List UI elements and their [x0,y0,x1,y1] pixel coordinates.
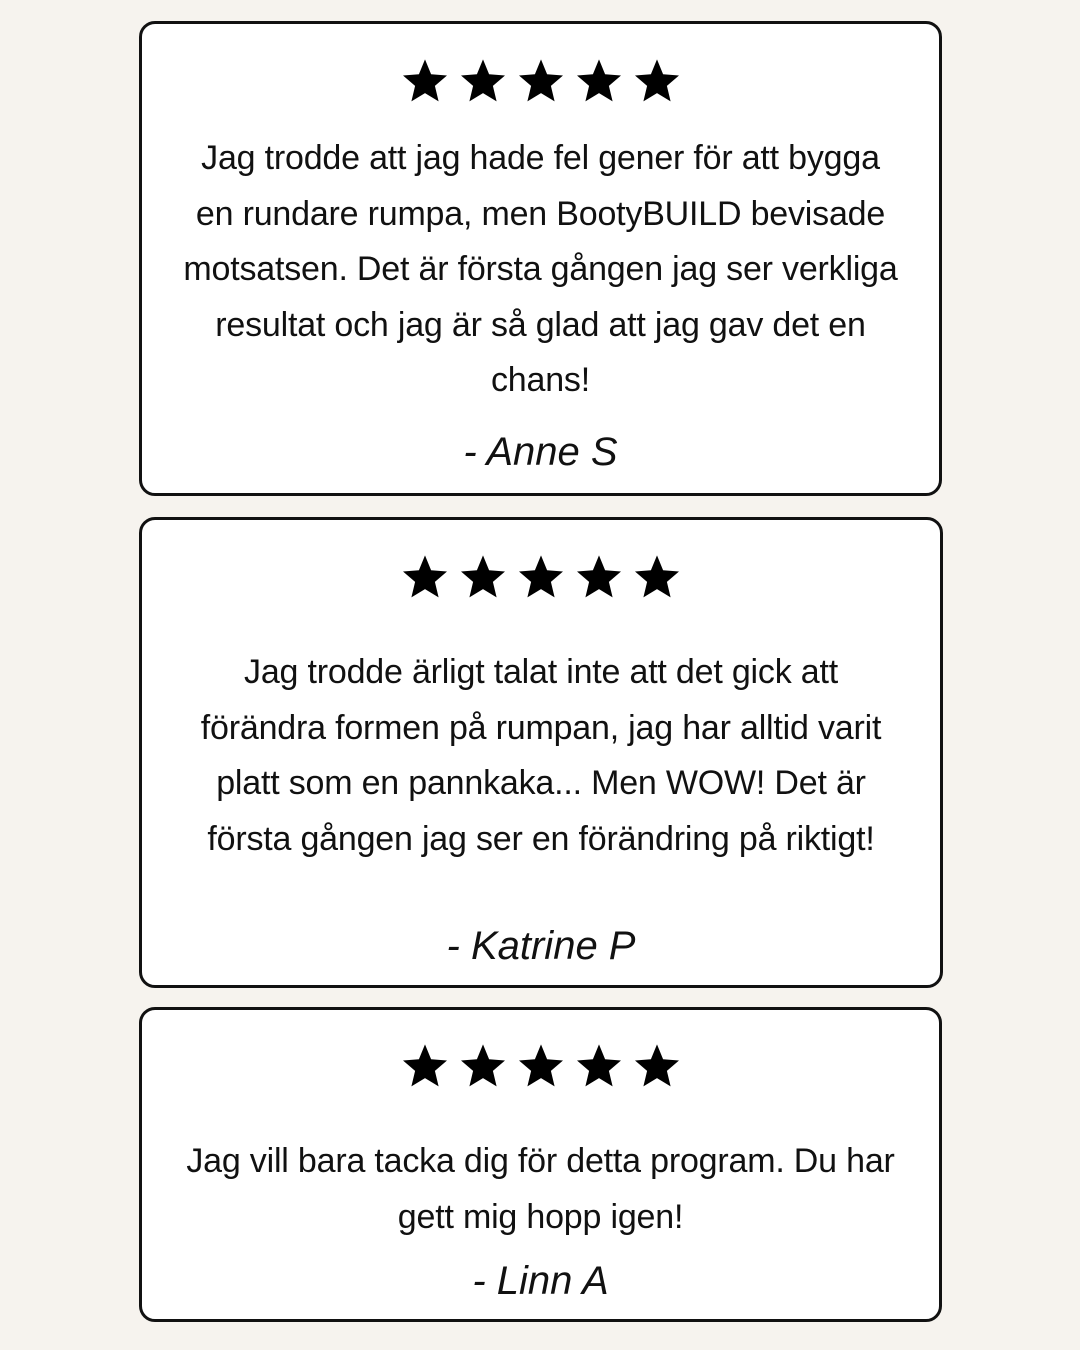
star-rating [142,1042,939,1090]
star-icon [459,1042,507,1090]
star-icon [575,553,623,601]
star-icon [633,1042,681,1090]
review-author: - Anne S [463,430,618,474]
star-icon [517,553,565,601]
star-icon [459,553,507,601]
review-text: Jag trodde ärligt talat inte att det gick att förändra formen på rumpan, jag har alltid varit platt som en pannkaka... Men WOW! Det är första gången jag ser en förändring på riktigt! [200,653,882,858]
star-icon [401,57,449,105]
review-card [139,517,943,988]
review-author: - Linn A [472,1259,609,1303]
review-card [139,1007,942,1322]
star-icon [517,57,565,105]
star-icon [517,1042,565,1090]
review-author: - Katrine P [446,924,636,968]
star-rating [142,553,940,601]
star-icon [401,1042,449,1090]
review-text: Jag trodde att jag hade fel gener för att bygga en rundare rumpa, men BootyBUILD bevisade motsatsen. Det är första gången jag ser verkliga resultat och jag är så glad att jag gav det en chans! [183,139,898,399]
review-card [139,21,942,496]
star-icon [459,57,507,105]
star-icon [633,57,681,105]
star-icon [575,1042,623,1090]
review-text: Jag vill bara tacka dig för detta program. Du har gett mig hopp igen! [186,1142,895,1236]
star-icon [633,553,681,601]
star-rating [142,57,939,105]
star-icon [575,57,623,105]
star-icon [401,553,449,601]
